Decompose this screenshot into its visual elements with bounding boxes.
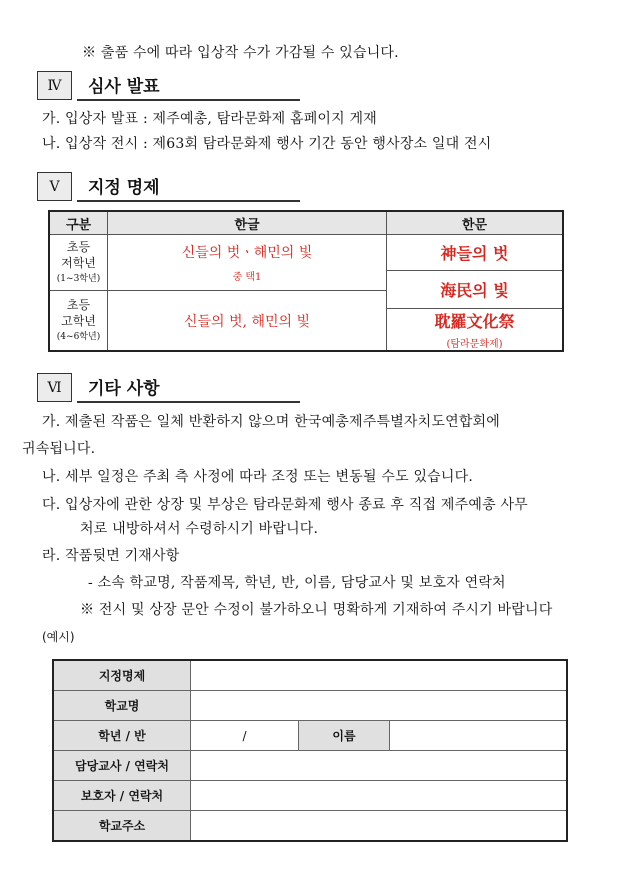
form-field-grade-class[interactable]: / xyxy=(191,721,299,751)
form-field-school[interactable] xyxy=(191,691,568,721)
form-label-grade-class: 학년 / 반 xyxy=(53,721,191,751)
notice-top: ※ 출품 수에 따라 입상작 수가 가감될 수 있습니다. xyxy=(82,45,399,61)
form-field-address[interactable] xyxy=(191,811,568,842)
section-underline xyxy=(77,401,300,403)
form-label-theme: 지정명제 xyxy=(53,660,191,691)
form-label-school: 학교명 xyxy=(53,691,191,721)
hangul-note: 중 택1 xyxy=(232,272,262,283)
grade-label: 초등 xyxy=(66,297,91,312)
section-title: 심사 발표 xyxy=(88,77,160,97)
etc-line: ※ 전시 및 상장 문안 수정이 불가하오니 명확하게 기재하여 주시기 바랍니다 xyxy=(80,602,553,618)
etc-line: 라. 작품뒷면 기재사항 xyxy=(42,548,180,564)
section-number: Ⅵ xyxy=(37,373,72,402)
hanmun-note: (탐라문화제) xyxy=(446,339,503,350)
grade-label: 저학년 xyxy=(61,255,96,270)
form-field-guardian[interactable] xyxy=(191,781,568,811)
form-label-address: 학교주소 xyxy=(53,811,191,842)
header-hanmun: 한문 xyxy=(387,211,564,235)
etc-line: 처로 내방하셔서 수령하시기 바랍니다. xyxy=(80,521,319,537)
section-title: 기타 사항 xyxy=(88,379,160,399)
header-category: 구분 xyxy=(49,211,108,235)
hangul-cell xyxy=(108,235,387,291)
hanmun-theme: 神들의 벗 xyxy=(387,235,564,271)
section-underline xyxy=(77,99,300,101)
form-label-guardian: 보호자 / 연락처 xyxy=(53,781,191,811)
form-field-name[interactable] xyxy=(390,721,568,751)
section-title: 지정 명제 xyxy=(88,178,160,198)
etc-line: - 소속 학교명, 작품제목, 학년, 반, 이름, 담당교사 및 보호자 연락처 xyxy=(88,575,506,591)
section-number: Ⅴ xyxy=(37,172,72,201)
grade-range: (1~3학년) xyxy=(56,273,101,284)
hanmun-theme: 海民의 빛 xyxy=(387,271,564,309)
etc-line: 다. 입상자에 관한 상장 및 부상은 탐라문화제 행사 종료 후 직접 제주예총 사무 xyxy=(42,497,528,513)
hangul-theme: 신들의 벗, 해민의 빛 xyxy=(108,291,387,352)
header-hangul: 한글 xyxy=(108,211,387,235)
grade-label: 고학년 xyxy=(61,313,96,328)
grade-cell xyxy=(49,291,108,352)
etc-line: 귀속됩니다. xyxy=(22,441,96,457)
entry-form-table xyxy=(52,659,568,842)
grade-range: (4~6학년) xyxy=(56,331,101,342)
theme-table xyxy=(48,210,564,352)
hanmun-theme: 耽羅文化祭 xyxy=(434,312,515,331)
example-label: (예시) xyxy=(42,630,75,644)
section-item: 나. 입상작 전시 : 제63회 탐라문화제 행사 기간 동안 행사장소 일대 전시 xyxy=(42,136,492,152)
hangul-theme: 신들의 벗ㆍ해민의 빛 xyxy=(181,245,313,261)
etc-line: 가. 제출된 작품은 일체 반환하지 않으며 한국예총제주특별자치도연합회에 xyxy=(42,414,500,430)
hanmun-cell xyxy=(387,309,564,352)
form-field-theme[interactable] xyxy=(191,660,568,691)
form-field-teacher[interactable] xyxy=(191,751,568,781)
section-number: Ⅳ xyxy=(37,71,72,100)
section-underline xyxy=(77,200,300,202)
form-label-teacher: 담당교사 / 연락처 xyxy=(53,751,191,781)
etc-line: 나. 세부 일정은 주최 측 사정에 따라 조정 또는 변동될 수도 있습니다. xyxy=(42,469,473,485)
grade-cell xyxy=(49,235,108,291)
form-label-name: 이름 xyxy=(299,721,390,751)
section-item: 가. 입상자 발표 : 제주예총, 탐라문화제 홈페이지 게재 xyxy=(42,111,377,127)
grade-label: 초등 xyxy=(66,239,91,254)
